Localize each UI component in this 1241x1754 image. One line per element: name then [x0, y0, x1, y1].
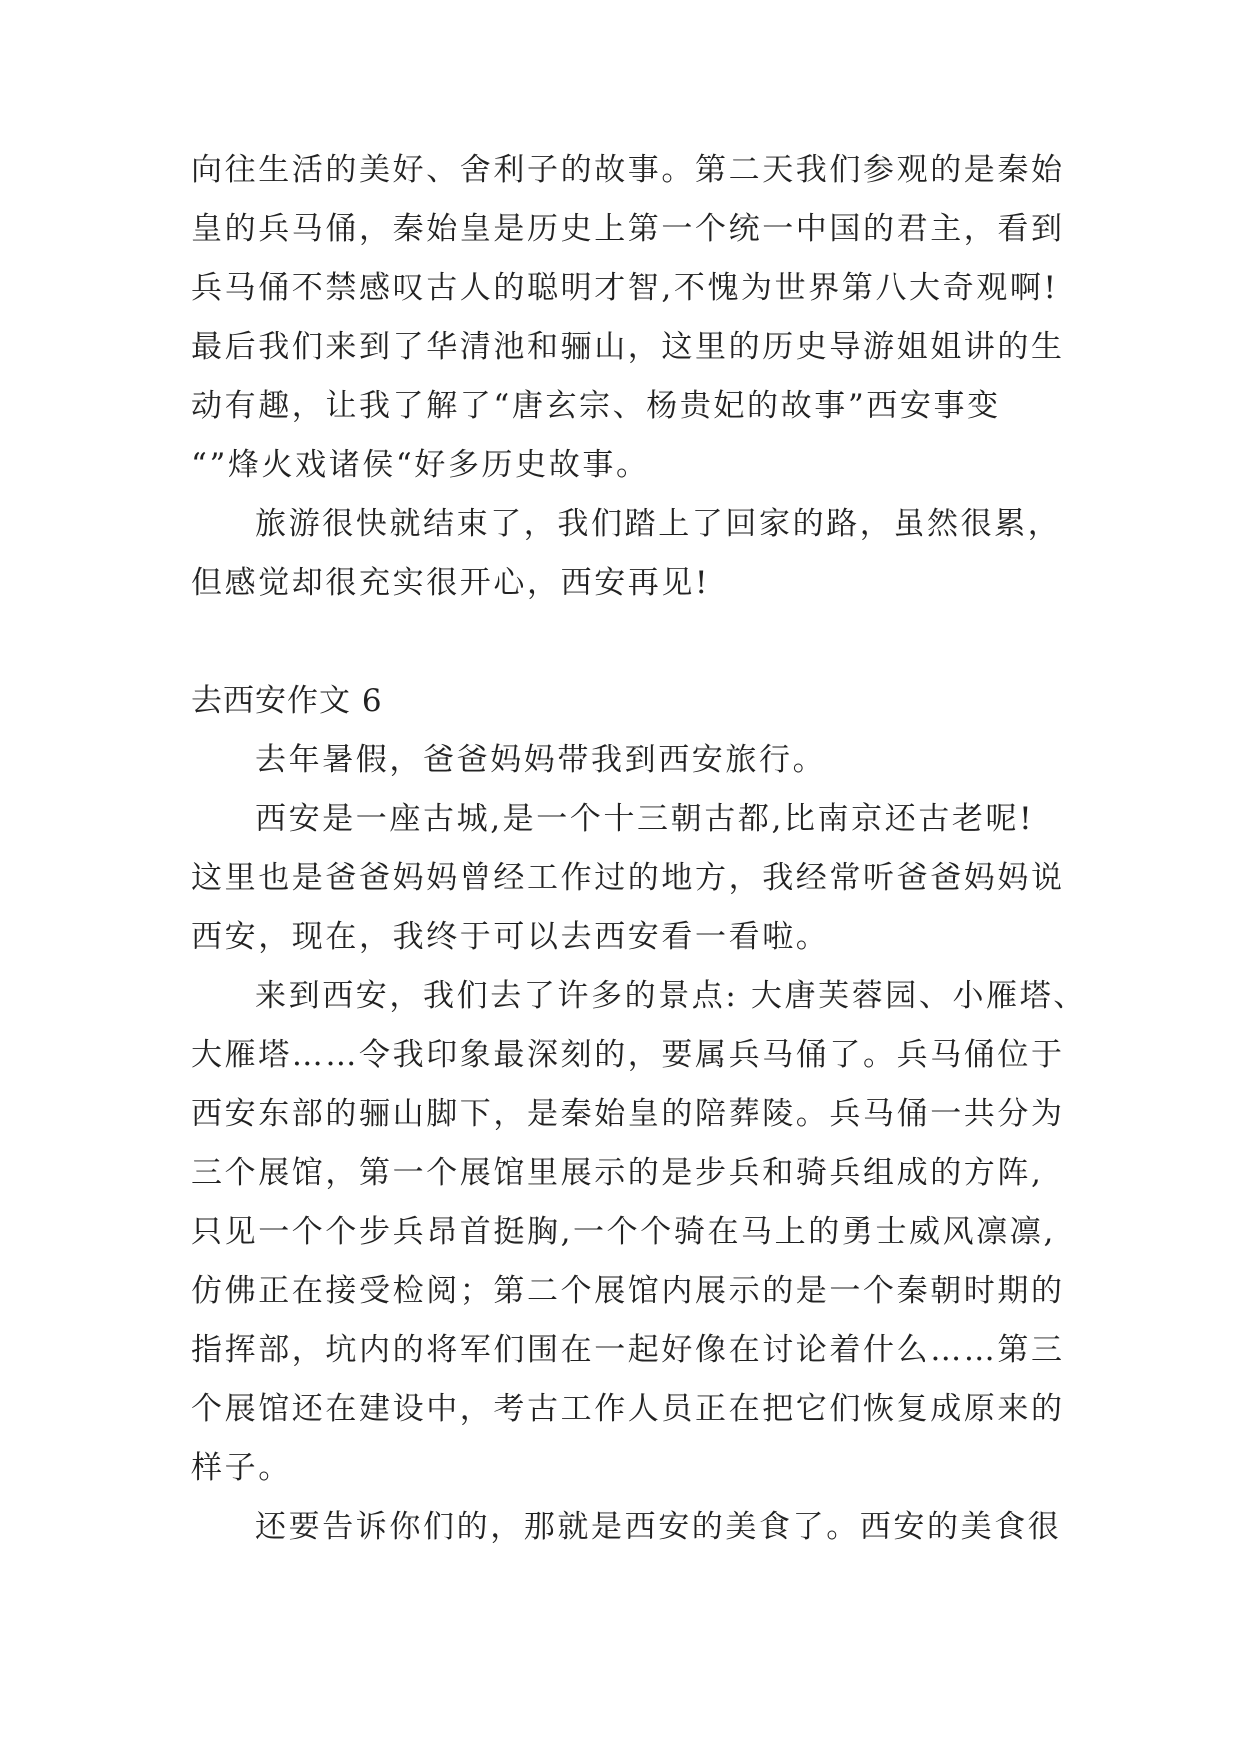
paragraph-line: 来到西安，我们去了许多的景点: 大唐芙蓉园、小雁塔、 — [255, 978, 1087, 1014]
paragraph-line: 皇的兵马俑，秦始皇是历史上第一个统一中国的君主，看到 — [191, 211, 1065, 247]
paragraph-line: 动有趣，让我了解了“唐玄宗、杨贵妃的故事”西安事变 — [191, 388, 1001, 424]
paragraph-line: 兵马俑不禁感叹古人的聪明才智,不愧为世界第八大奇观啊! — [191, 270, 1059, 306]
paragraph-line: 三个展馆，第一个展馆里展示的是步兵和骑兵组成的方阵, — [191, 1155, 1044, 1191]
paragraph-line: 旅游很快就结束了，我们踏上了回家的路，虽然很累， — [255, 506, 1062, 542]
paragraph-line: 还要告诉你们的，那就是西安的美食了。西安的美食很 — [255, 1509, 1062, 1545]
paragraph-line: 西安，现在，我终于可以去西安看一看啦。 — [191, 919, 830, 955]
paragraph-line: 这里也是爸爸妈妈曾经工作过的地方，我经常听爸爸妈妈说 — [191, 860, 1065, 896]
paragraph-line: 大雁塔……令我印象最深刻的，要属兵马俑了。兵马俑位于 — [191, 1037, 1065, 1073]
paragraph-line: 只见一个个步兵昂首挺胸,一个个骑在马上的勇士威风凛凛, — [191, 1214, 1056, 1250]
paragraph-line: 指挥部，坑内的将军们围在一起好像在讨论着什么……第三 — [191, 1332, 1065, 1368]
paragraph-line: 西安东部的骊山脚下，是秦始皇的陪葬陵。兵马俑一共分为 — [191, 1096, 1065, 1132]
paragraph-line: 西安是一座古城,是一个十三朝古都,比南京还古老呢! — [255, 801, 1035, 837]
paragraph-line: 最后我们来到了华清池和骊山，这里的历史导游姐姐讲的生 — [191, 329, 1065, 365]
paragraph-line: 但感觉却很充实很开心，西安再见! — [191, 565, 711, 601]
paragraph-line: 仿佛正在接受检阅；第二个展馆内展示的是一个秦朝时期的 — [191, 1273, 1065, 1309]
paragraph-line: 去年暑假，爸爸妈妈带我到西安旅行。 — [255, 742, 827, 778]
paragraph-line: 向往生活的美好、舍利子的故事。第二天我们参观的是秦始 — [191, 152, 1065, 188]
paragraph-line: 个展馆还在建设中，考古工作人员正在把它们恢复成原来的 — [191, 1391, 1065, 1427]
essay-heading: 去西安作文 6 — [191, 683, 383, 719]
paragraph-line: 样子。 — [191, 1450, 292, 1486]
paragraph-line: “”烽火戏诸侯“好多历史故事。 — [191, 447, 650, 483]
